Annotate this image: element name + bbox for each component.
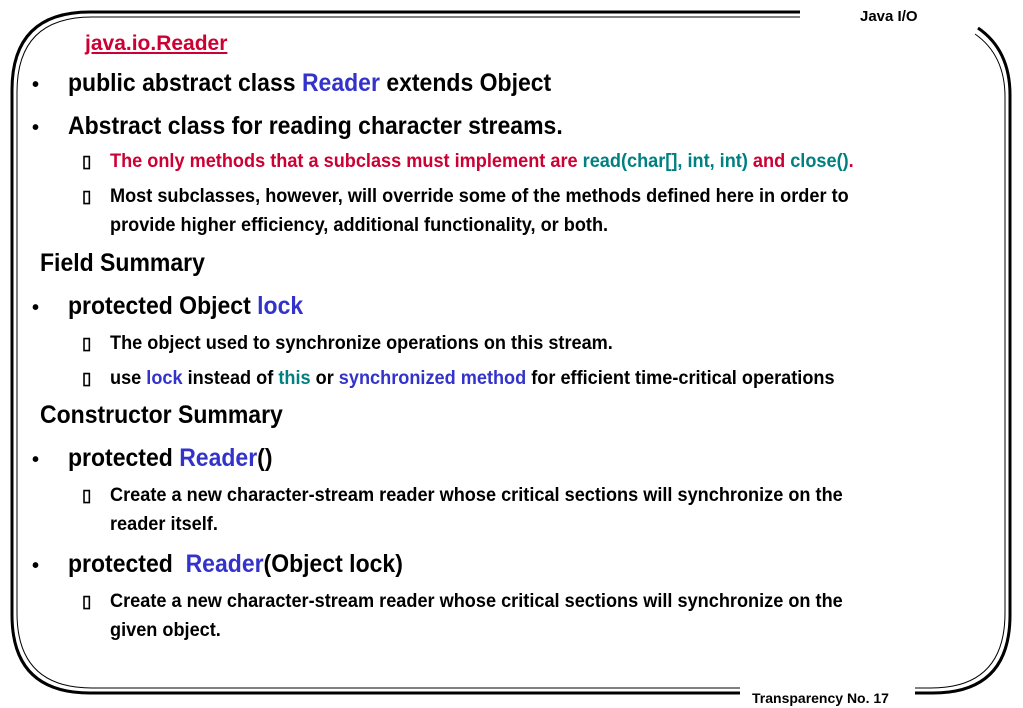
- class-description: Abstract class for reading character streams.: [68, 112, 563, 140]
- class-declaration: [68, 69, 551, 98]
- constructor-summary-heading: Constructor Summary: [40, 401, 283, 429]
- field-name: lock: [257, 292, 304, 320]
- override-note-line1: Most subclasses, however, will override some of the methods defined here in order to: [110, 185, 849, 207]
- required-methods-note: [110, 147, 854, 176]
- constructor-lock-desc-line2: given object.: [110, 619, 221, 641]
- text-span: public abstract class: [68, 69, 302, 97]
- constructor-lock-desc-line1: Create a new character-stream reader whose critical sections will synchronize on the: [110, 590, 843, 612]
- constructor-name: Reader: [185, 550, 264, 578]
- bullet-glyph: •: [32, 74, 40, 96]
- field-declaration: [68, 292, 303, 321]
- sub-bullet-glyph: ▯: [82, 592, 92, 611]
- text-span: (Object lock): [263, 550, 403, 578]
- sub-bullet-glyph: ▯: [82, 486, 92, 505]
- text-span: or: [310, 367, 339, 389]
- field-summary-heading: Field Summary: [40, 249, 205, 277]
- text-span: protected: [68, 444, 180, 472]
- keyword-synchronized: synchronized method: [338, 367, 527, 389]
- text-span: extends Object: [379, 69, 552, 97]
- text-span: protected Object: [68, 292, 258, 320]
- sub-bullet-glyph: ▯: [82, 152, 92, 171]
- constructor-default-desc-line2: reader itself.: [110, 513, 218, 535]
- keyword-this: this: [278, 367, 311, 389]
- constructor-lock: [68, 550, 403, 579]
- method-read: read(char[], int, int): [582, 150, 748, 172]
- class-name: Reader: [301, 69, 380, 97]
- bullet-glyph: •: [32, 117, 40, 139]
- text-span: instead of: [182, 367, 279, 389]
- text-span: protected: [68, 550, 186, 578]
- footer-label: Transparency No. 17: [748, 690, 893, 706]
- override-note-line2: provide higher efficiency, additional functionality, or both.: [110, 214, 609, 236]
- bullet-glyph: •: [32, 555, 40, 577]
- method-close: close(): [790, 150, 849, 172]
- header-label: Java I/O: [860, 8, 918, 25]
- sub-bullet-glyph: ▯: [82, 369, 92, 388]
- text-span: (): [257, 444, 273, 472]
- text-span: for efficient time-critical operations: [526, 367, 835, 389]
- bullet-glyph: •: [32, 449, 40, 471]
- keyword-lock: lock: [146, 367, 183, 389]
- sub-bullet-glyph: ▯: [82, 187, 92, 206]
- text-span: use: [110, 367, 147, 389]
- bullet-glyph: •: [32, 297, 40, 319]
- constructor-name: Reader: [179, 444, 258, 472]
- field-usage-note: [110, 364, 835, 393]
- field-description: The object used to synchronize operations on this stream.: [110, 332, 613, 354]
- constructor-default: [68, 444, 272, 473]
- sub-bullet-glyph: ▯: [82, 334, 92, 353]
- text-span: The only methods that a subclass must implement are: [110, 150, 583, 172]
- text-span: .: [848, 150, 854, 172]
- text-span: and: [747, 150, 791, 172]
- slide-title: java.io.Reader: [85, 32, 228, 55]
- constructor-default-desc-line1: Create a new character-stream reader whose critical sections will synchronize on the: [110, 484, 843, 506]
